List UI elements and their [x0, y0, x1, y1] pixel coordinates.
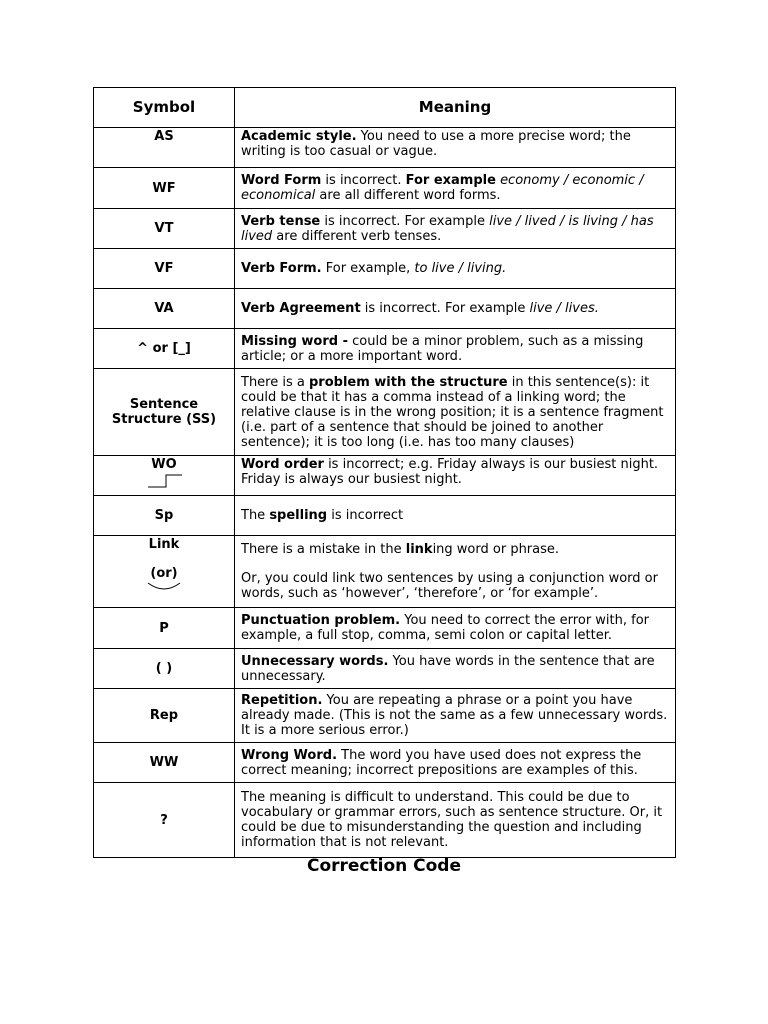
meaning-cell: Word Form is incorrect. For example economy / economic / economical are all different word forms.	[235, 168, 676, 209]
meaning-cell: Verb tense is incorrect. For example live / lived / is living / has lived are different verb tenses.	[235, 209, 676, 249]
symbol-cell: VF	[94, 249, 235, 289]
meaning-cell: Verb Form. For example, to live / living.	[235, 249, 676, 289]
symbol-text-or: (or)	[150, 566, 178, 581]
symbol-cell: ( )	[94, 649, 235, 689]
table-row	[94, 329, 676, 369]
symbol-cell: Sp	[94, 496, 235, 536]
table-row	[94, 289, 676, 329]
meaning-cell: Unnecessary words. You have words in the sentence that are unnecessary.	[235, 649, 676, 689]
table-row	[94, 608, 676, 649]
symbol-cell: P	[94, 608, 235, 649]
meaning-cell: Verb Agreement is incorrect. For example live / lives.	[235, 289, 676, 329]
symbol-header: Symbol	[94, 88, 235, 128]
meaning-cell: The meaning is difficult to understand. This could be due to vocabulary or grammar errors, such as sentence structure. Or, it could be due to misunderstanding the question and including information that is not relevant.	[235, 783, 676, 858]
symbol-cell: ?	[94, 783, 235, 858]
header-row	[94, 88, 676, 128]
table-row	[94, 209, 676, 249]
symbol-cell: Sentence Structure (SS)	[94, 369, 235, 456]
table-row	[94, 536, 676, 608]
page-title: Correction Code	[306, 856, 462, 876]
symbol-text: Link	[148, 537, 180, 552]
meaning-cell: Punctuation problem. You need to correct the error with, for example, a full stop, comma, semi colon or capital letter.	[235, 608, 676, 649]
table-row	[94, 456, 676, 496]
meaning-header: Meaning	[235, 88, 676, 128]
meaning-cell: Wrong Word. The word you have used does not express the correct meaning; incorrect prepositions are examples of this.	[235, 743, 676, 783]
table-row	[94, 649, 676, 689]
table-row	[94, 128, 676, 168]
meaning-cell: Repetition. You are repeating a phrase or a point you have already made. (This is not the same as a few unnecessary words. It is a more serious error.)	[235, 689, 676, 743]
table-row	[94, 249, 676, 289]
table-row	[94, 743, 676, 783]
symbol-cell	[94, 456, 235, 496]
symbol-text: WO	[151, 457, 177, 472]
table-row	[94, 168, 676, 209]
meaning-cell: The spelling is incorrect	[235, 496, 676, 536]
symbol-cell: WF	[94, 168, 235, 209]
table-row	[94, 496, 676, 536]
meaning-cell: Academic style. You need to use a more precise word; the writing is too casual or vague.	[235, 128, 676, 168]
correction-code-table	[93, 87, 676, 858]
meaning-cell: Missing word - could be a minor problem, such as a missing article; or a more important word.	[235, 329, 676, 369]
symbol-cell: VT	[94, 209, 235, 249]
meaning-cell: There is a mistake in the linking word or phrase. Or, you could link two sentences by using a conjunction word or words, such as ‘however’, ‘therefore’, or ‘for example’.	[235, 536, 676, 608]
symbol-cell: ^ or [_]	[94, 329, 235, 369]
meaning-cell: Word order is incorrect; e.g. Friday always is our busiest night. Friday is always our busiest night.	[235, 456, 676, 496]
table-row	[94, 689, 676, 743]
table-row	[94, 369, 676, 456]
symbol-cell: VA	[94, 289, 235, 329]
symbol-cell: Rep	[94, 689, 235, 743]
word-order-mark-icon	[142, 472, 186, 490]
symbol-cell: AS	[94, 128, 235, 168]
table-row	[94, 783, 676, 858]
symbol-cell: WW	[94, 743, 235, 783]
meaning-cell: There is a problem with the structure in this sentence(s): it could be that it has a comma instead of a linking word; the relative clause is in the wrong position; it is a sentence fragment (i.e. part of a sentence that should be joined to another sentence); it is too long (i.e. has too many clauses)	[235, 369, 676, 456]
link-arc-icon	[144, 581, 184, 591]
symbol-cell	[94, 536, 235, 608]
